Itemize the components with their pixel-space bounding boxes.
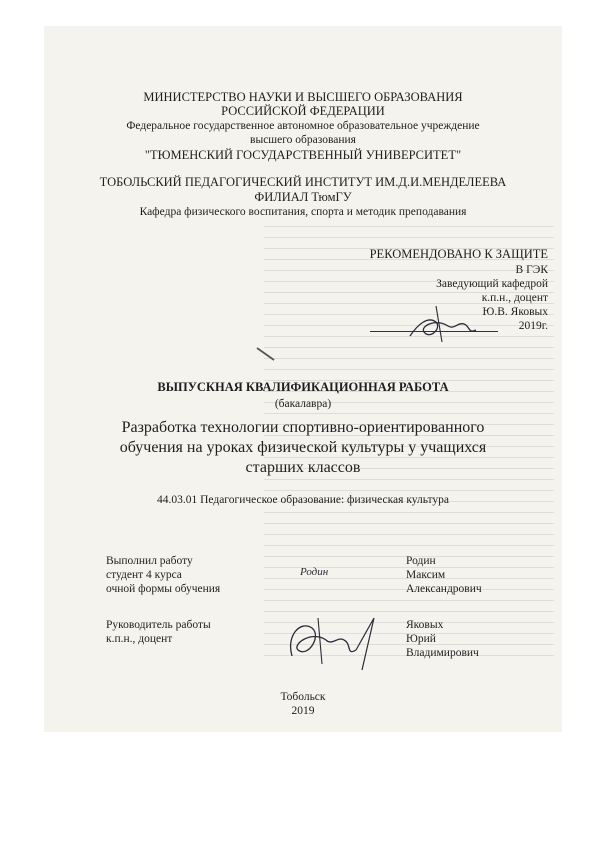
approval-line-3: Заведующий кафедрой bbox=[436, 278, 548, 290]
supervisor-role-line-2: к.п.н., доцент bbox=[106, 633, 173, 645]
author-role-line-3: очной формы обучения bbox=[106, 583, 221, 595]
title-line-2: обучения на уроках физической культуры у учащихся bbox=[119, 439, 487, 456]
institute-line-1: ТОБОЛЬСКИЙ ПЕДАГОГИЧЕСКИЙ ИНСТИТУТ ИМ.Д.И.МЕНДЕЛЕЕВА bbox=[99, 175, 507, 189]
department-name: Кафедра физического воспитания, спорта и методик преподавания bbox=[139, 206, 467, 218]
work-type: ВЫПУСКНАЯ КВАЛИФИКАЦИОННАЯ РАБОТА bbox=[157, 380, 449, 394]
degree: (бакалавра) bbox=[274, 398, 332, 410]
author-patronymic: Александрович bbox=[406, 583, 482, 595]
ministry-line-1: МИНИСТЕРСТВО НАУКИ И ВЫСШЕГО ОБРАЗОВАНИЯ bbox=[143, 90, 463, 104]
footer-year: 2019 bbox=[291, 705, 315, 717]
scanned-page bbox=[44, 26, 562, 732]
supervisor-role-line-1: Руководитель работы bbox=[106, 619, 211, 631]
approval-line-2: В ГЭК bbox=[515, 264, 548, 276]
author-signature: Родин bbox=[300, 566, 329, 578]
approval-line-1: РЕКОМЕНДОВАНО К ЗАЩИТЕ bbox=[369, 247, 548, 261]
university-name: "ТЮМЕНСКИЙ ГОСУДАРСТВЕННЫЙ УНИВЕРСИТЕТ" bbox=[144, 148, 462, 162]
approval-line-5: Ю.В. Яковых bbox=[482, 306, 548, 318]
supervisor-patronymic: Владимирович bbox=[406, 647, 479, 659]
title-line-3: старших классов bbox=[245, 459, 361, 476]
institution-line-1: Федеральное государственное автономное образовательное учреждение bbox=[126, 120, 480, 132]
title-line-1: Разработка технологии спортивно-ориентированного bbox=[121, 419, 485, 436]
head-signature-icon bbox=[406, 296, 496, 346]
institute-line-2: ФИЛИАЛ ТюмГУ bbox=[254, 190, 352, 204]
author-role-line-2: студент 4 курса bbox=[106, 569, 182, 581]
stray-mark-icon bbox=[256, 346, 276, 362]
author-name: Максим bbox=[406, 569, 446, 581]
author-role-line-1: Выполнил работу bbox=[106, 555, 193, 567]
approval-line-4: к.п.н., доцент bbox=[481, 292, 548, 304]
supervisor-surname: Яковых bbox=[406, 619, 444, 631]
footer-city: Тобольск bbox=[280, 691, 326, 703]
ministry-line-2: РОССИЙСКОЙ ФЕДЕРАЦИИ bbox=[221, 104, 385, 118]
supervisor-signature-icon bbox=[282, 606, 392, 676]
institution-line-2: высшего образования bbox=[250, 134, 356, 146]
author-surname: Родин bbox=[406, 555, 436, 567]
supervisor-name: Юрий bbox=[406, 633, 436, 645]
specialty: 44.03.01 Педагогическое образование: физическая культура bbox=[156, 494, 450, 506]
approval-year: 2019г. bbox=[518, 320, 548, 332]
